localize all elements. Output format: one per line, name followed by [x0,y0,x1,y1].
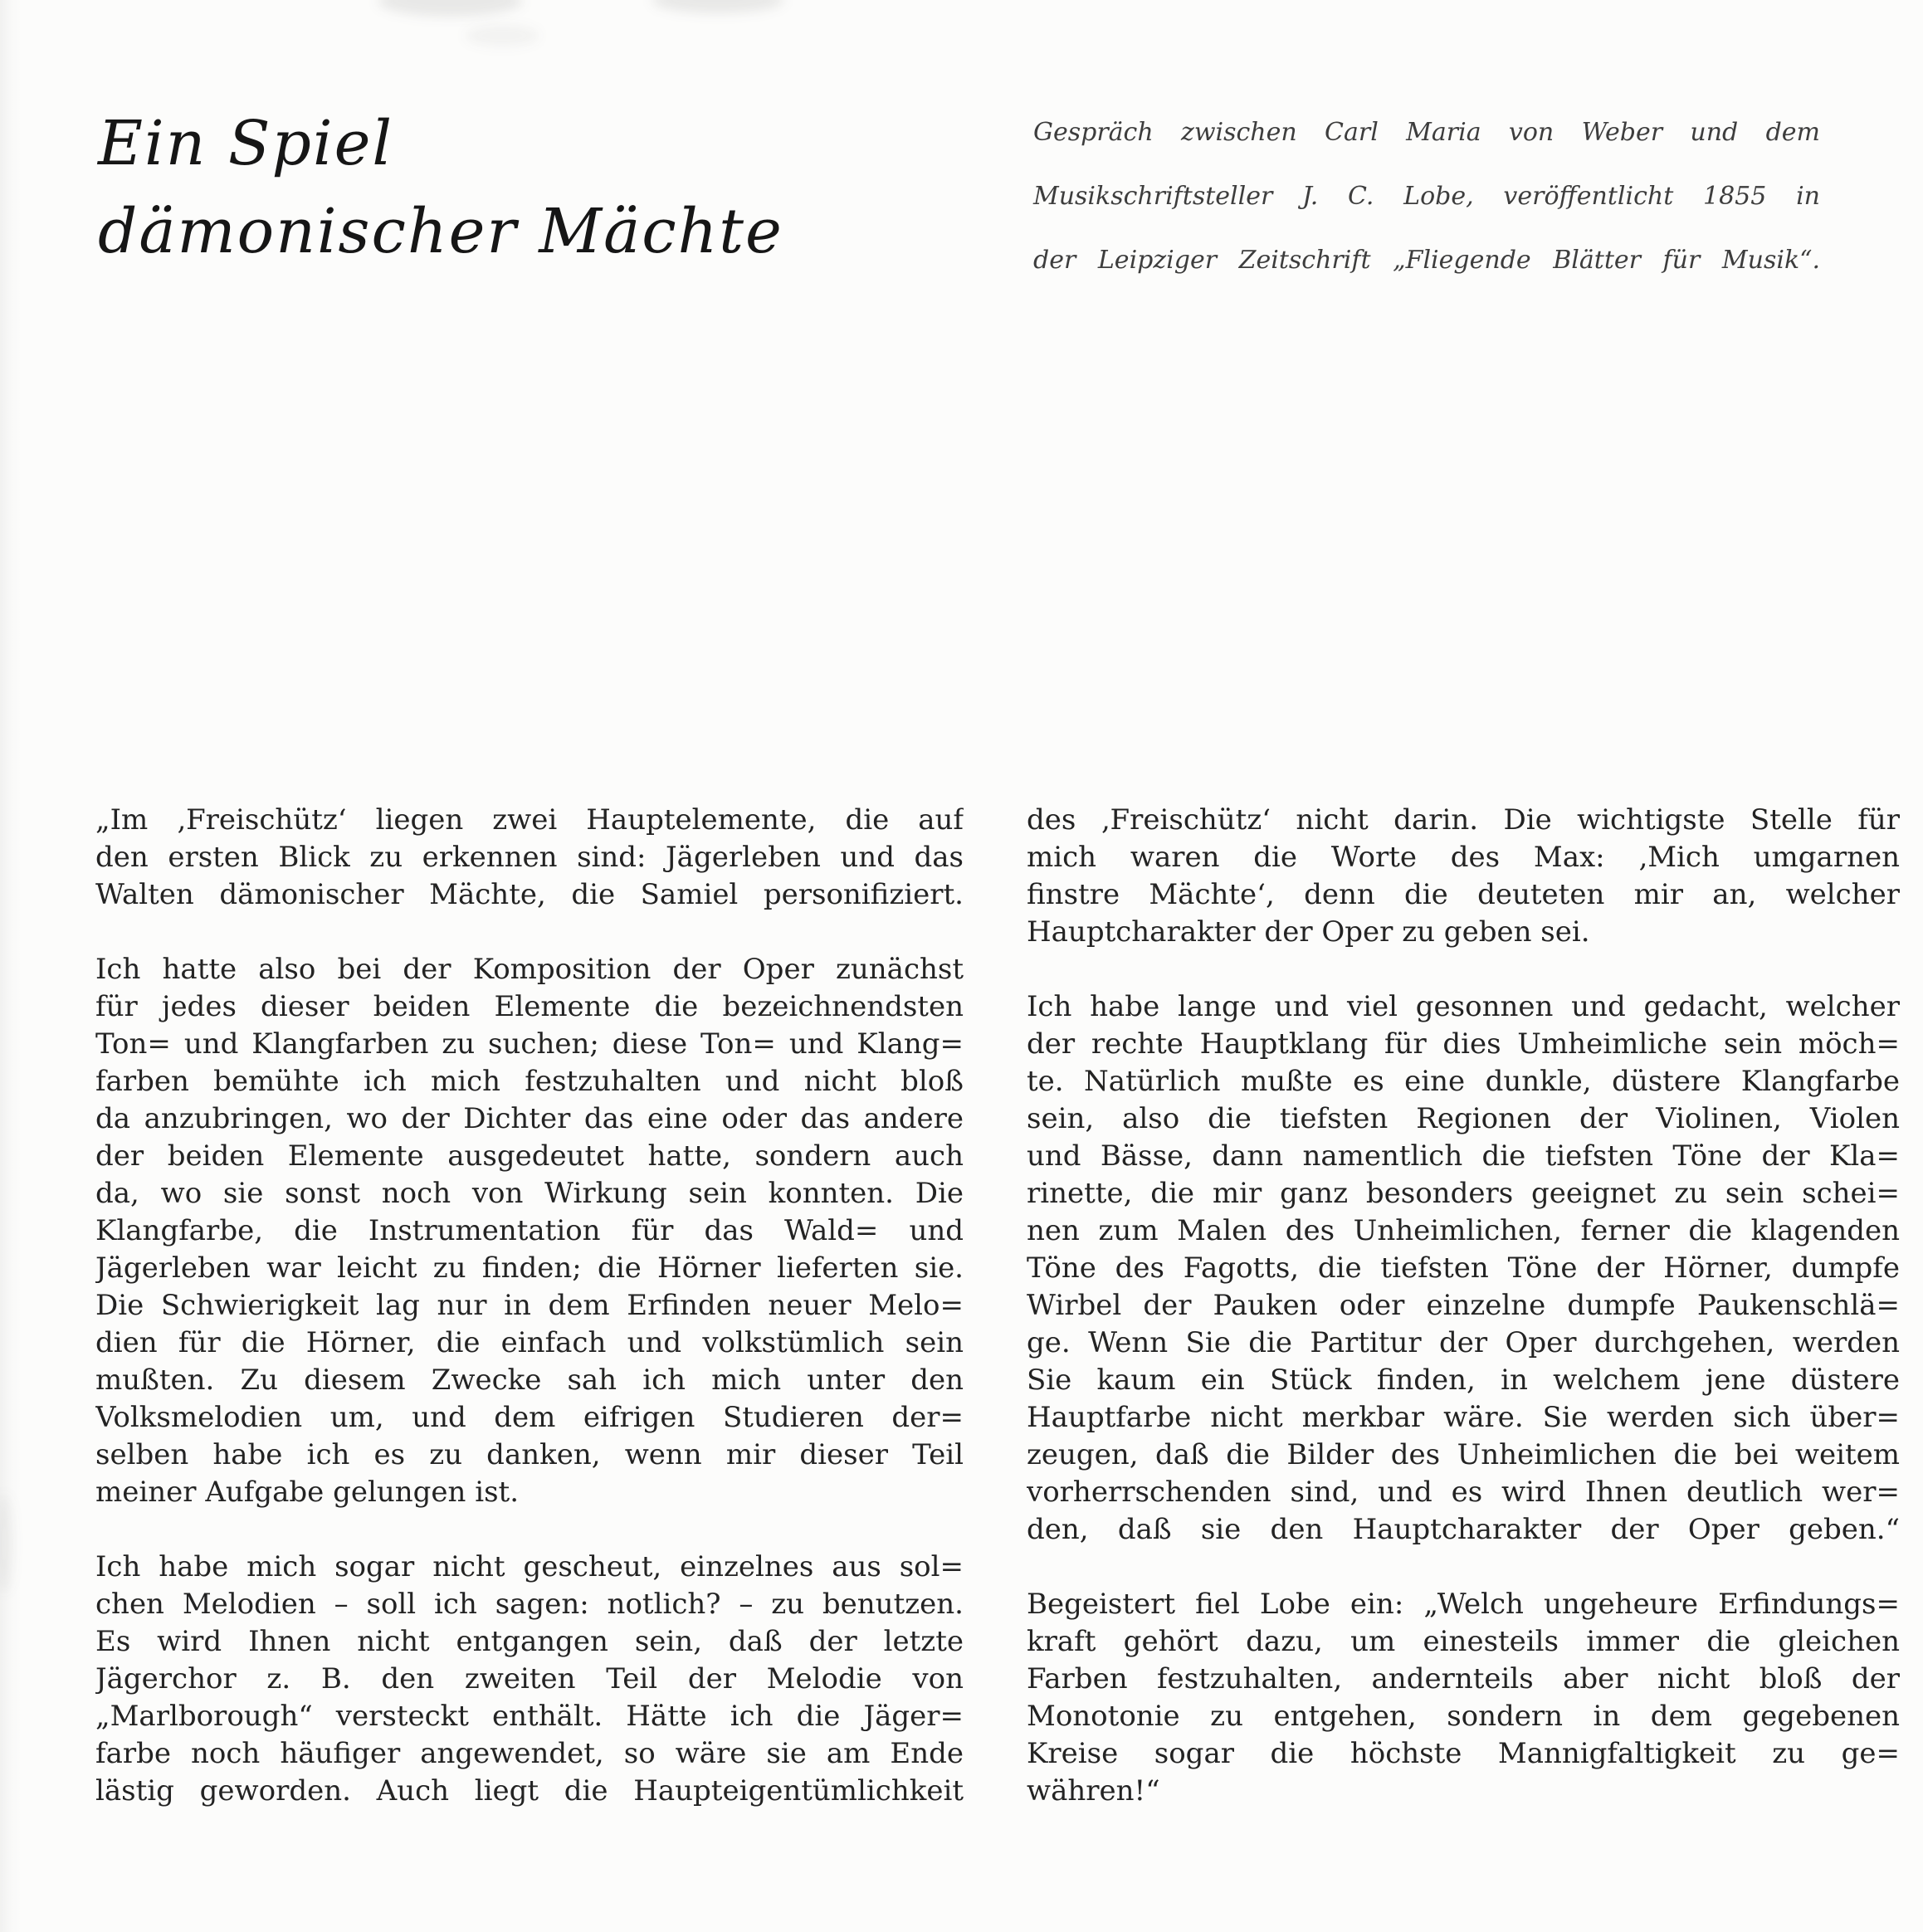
title-line: dämonischer Mächte [98,196,783,267]
scan-artifact [0,1494,13,1593]
text-line: selben habe ich es zu danken, wenn mir dieser Teil [95,1438,964,1471]
paragraph [1027,802,1900,951]
text-line: währen!“ [1027,1774,1160,1808]
text-line: zeugen, daß die Bilder des Unheimlichen die bei weitem [1027,1438,1900,1471]
title-line: Ein Spiel [98,108,394,179]
scan-artifact [652,0,784,13]
text-line: und Bässe, dann namentlich die tiefsten Töne der Kla= [1027,1139,1900,1173]
text-line: Hauptfarbe nicht merkbar wäre. Sie werden sich über= [1027,1401,1900,1434]
text-line: Ich hatte also bei der Komposition der Oper zunächst [95,953,964,986]
text-line: den, daß sie den Hauptcharakter der Oper geben.“ [1027,1513,1900,1546]
source-note-line: Musikschriftsteller J. C. Lobe, veröffentlicht 1855 in [1033,182,1820,211]
text-line: kraft gehört dazu, um einesteils immer die gleichen [1027,1625,1900,1658]
text-line: Begeistert fiel Lobe ein: „Welch ungeheure Erfindungs= [1027,1588,1900,1621]
text-line: Ton= und Klangfarben zu suchen; diese Ton= und Klang= [95,1027,964,1061]
text-line: chen Melodien – soll ich sagen: notlich? – zu benutzen. [95,1588,964,1621]
text-line: Jägerleben war leicht zu finden; die Hörner lieferten sie. [95,1251,964,1285]
paragraph [95,802,964,914]
text-line: Monotonie zu entgehen, sondern in dem gegebenen [1027,1700,1900,1733]
text-line: farbe noch häufiger angewendet, so wäre sie am Ende [95,1737,964,1770]
source-note [1033,115,1820,306]
paragraph [1027,1586,1900,1810]
text-line: Töne des Fagotts, die tiefsten Töne der Hörner, dumpfe [1027,1251,1900,1285]
text-line: Walten dämonischer Mächte, die Samiel personifiziert. [95,878,964,911]
text-column-right [1027,802,1900,1847]
page-title [98,100,783,276]
text-line: des ‚Freischütz‘ nicht darin. Die wichtigste Stelle für [1027,803,1900,837]
text-line: Die Schwierigkeit lag nur in dem Erfinden neuer Melo= [95,1289,964,1322]
text-line: Farben festzuhalten, andernteils aber nicht bloß der [1027,1662,1900,1695]
text-line: farben bemühte ich mich festzuhalten und nicht bloß [95,1065,964,1098]
text-line: Kreise sogar die höchste Mannigfaltigkeit zu ge= [1027,1737,1900,1770]
text-column-left [95,802,964,1847]
text-line: für jedes dieser beiden Elemente die bezeichnendsten [95,990,964,1023]
text-line: mußten. Zu diesem Zwecke sah ich mich unter den [95,1364,964,1397]
paragraph [95,1549,964,1810]
text-line: da, wo sie sonst noch von Wirkung sein konnten. Die [95,1177,964,1210]
text-line: da anzubringen, wo der Dichter das eine oder das andere [95,1102,964,1135]
text-line: rinette, die mir ganz besonders geeignet zu sein schei= [1027,1177,1900,1210]
text-line: vorherrschenden sind, und es wird Ihnen deutlich wer= [1027,1476,1900,1509]
scan-artifact [465,25,539,46]
text-line: sein, also die tiefsten Regionen der Violinen, Violen [1027,1102,1900,1135]
text-line: mich waren die Worte des Max: ‚Mich umgarnen [1027,841,1900,874]
text-line: der beiden Elemente ausgedeutet hatte, sondern auch [95,1139,964,1173]
text-line: Jägerchor z. B. den zweiten Teil der Melodie von [95,1662,964,1695]
text-line: Hauptcharakter der Oper zu geben sei. [1027,915,1590,949]
text-line: Klangfarbe, die Instrumentation für das Wald= und [95,1214,964,1247]
text-line: „Im ‚Freischütz‘ liegen zwei Hauptelemente, die auf [95,803,964,837]
text-line: Wirbel der Pauken oder einzelne dumpfe Paukenschlä= [1027,1289,1900,1322]
text-line: der rechte Hauptklang für dies Umheimliche sein möch= [1027,1027,1900,1061]
paragraph [95,951,964,1511]
text-line: meiner Aufgabe gelungen ist. [95,1476,520,1509]
text-line: finstre Mächte‘, denn die deuteten mir an, welcher [1027,878,1900,911]
text-line: te. Natürlich mußte es eine dunkle, düstere Klangfarbe [1027,1065,1900,1098]
text-line: Ich habe lange und viel gesonnen und gedacht, welcher [1027,990,1900,1023]
text-line: Volksmelodien um, und dem eifrigen Studieren der= [95,1401,964,1434]
text-line: lästig geworden. Auch liegt die Haupteigentümlichkeit [95,1774,964,1808]
text-line: „Marlborough“ versteckt enthält. Hätte ich die Jäger= [95,1700,964,1733]
source-note-line: der Leipziger Zeitschrift „Fliegende Blätter für Musik“. [1033,246,1820,275]
text-line: ge. Wenn Sie die Partitur der Oper durchgehen, werden [1027,1326,1900,1359]
text-line: dien für die Hörner, die einfach und volkstümlich sein [95,1326,964,1359]
source-note-line: Gespräch zwischen Carl Maria von Weber und dem [1033,118,1820,147]
text-line: nen zum Malen des Unheimlichen, ferner die klagenden [1027,1214,1900,1247]
text-line: den ersten Blick zu erkennen sind: Jägerleben und das [95,841,964,874]
scan-artifact [378,0,523,17]
paragraph [1027,988,1900,1549]
text-line: Ich habe mich sogar nicht gescheut, einzelnes aus sol= [95,1550,964,1583]
text-line: Sie kaum ein Stück finden, in welchem jene düstere [1027,1364,1900,1397]
text-line: Es wird Ihnen nicht entgangen sein, daß der letzte [95,1625,964,1658]
